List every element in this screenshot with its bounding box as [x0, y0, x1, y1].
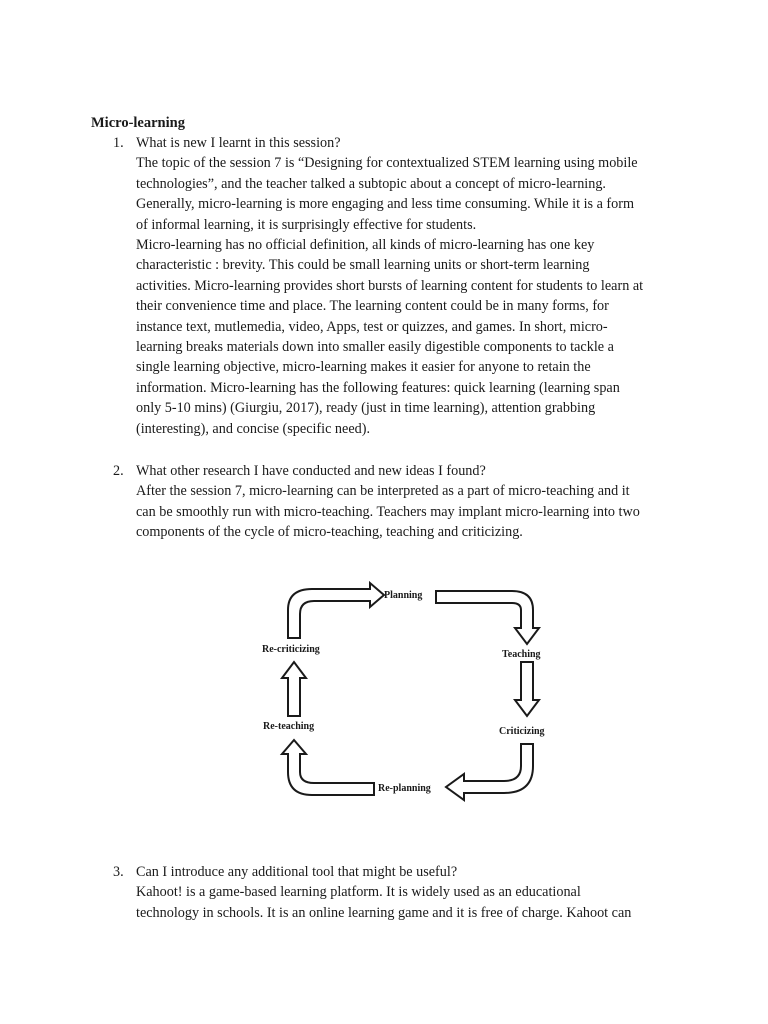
paragraph-line: learning breaks materials down into smaller easily digestible components to tackle a	[136, 339, 614, 356]
label-recriticizing: Re-criticizing	[262, 644, 320, 655]
arrow-reteaching-to-recriticizing	[282, 662, 306, 716]
list-number: 2.	[113, 463, 124, 479]
paragraph-line: After the session 7, micro-learning can be interpreted as a part of micro-teaching and it	[136, 483, 630, 500]
arrow-recriticizing-to-planning	[288, 583, 384, 638]
arrow-criticizing-to-replanning	[446, 744, 533, 800]
paragraph-line: activities. Micro-learning provides short bursts of learning content for students to learn at	[136, 277, 644, 294]
paragraph-line: instance text, mutlemedia, video, Apps, test or quizzes, and games. In short, micro-	[136, 318, 608, 335]
arrow-replanning-to-reteaching	[282, 740, 374, 795]
paragraph-line: technology in schools. It is an online learning game and it is free of charge. Kahoot can	[136, 904, 632, 921]
list-number: 3.	[113, 864, 124, 880]
paragraph-line: Kahoot! is a game-based learning platform. It is widely used as an educational	[136, 884, 581, 901]
list-number: 1.	[113, 135, 124, 151]
paragraph-line: their convenience time and place. The learning content could be in many forms, for	[136, 298, 609, 315]
paragraph-line: can be smoothly run with micro-teaching. Teachers may implant micro-learning into two	[136, 503, 640, 520]
list-question: What other research I have conducted and new ideas I found?	[136, 463, 486, 479]
paragraph-line: only 5-10 mins) (Giurgiu, 2017), ready (just in time learning), attention grabbing	[136, 400, 596, 417]
paragraph-line: of informal learning, it is surprisingly effective for students.	[136, 216, 477, 233]
list-item-1	[113, 133, 683, 439]
list-question: Can I introduce any additional tool that might be useful?	[136, 864, 458, 880]
arrow-planning-to-teaching	[436, 591, 539, 644]
micro-teaching-cycle-diagram	[240, 576, 570, 806]
label-planning: Planning	[384, 590, 423, 601]
arrow-teaching-to-criticizing	[515, 662, 539, 716]
paragraph-line: characteristic : brevity. This could be small learning units or short-term learning	[136, 257, 590, 274]
list-question: What is new I learnt in this session?	[136, 135, 341, 151]
paragraph-line: technologies”, and the teacher talked a subtopic about a concept of micro-learning.	[136, 175, 606, 192]
list-item-2	[113, 461, 683, 543]
paragraph-line: components of the cycle of micro-teaching, teaching and criticizing.	[136, 524, 523, 541]
list-item-3	[113, 862, 683, 923]
paragraph-line: (interesting), and concise (specific need).	[136, 420, 370, 437]
label-teaching: Teaching	[502, 649, 541, 660]
paragraph-line: single learning objective, micro-learning makes it easier for anyone to retain the	[136, 359, 591, 376]
label-replanning: Re-planning	[378, 783, 431, 794]
paragraph-line: Micro-learning has no official definition, all kinds of micro-learning has one key	[136, 237, 595, 254]
paragraph-line: Generally, micro-learning is more engaging and less time consuming. While it is a form	[136, 196, 635, 213]
cycle-diagram-svg	[240, 576, 570, 806]
paragraph-line: The topic of the session 7 is “Designing for contextualized STEM learning using mobile	[136, 155, 638, 172]
label-reteaching: Re-teaching	[263, 721, 315, 732]
paragraph-line: information. Micro-learning has the following features: quick learning (learning span	[136, 379, 620, 396]
label-criticizing: Criticizing	[499, 726, 545, 737]
section-heading: Micro-learning	[91, 115, 185, 131]
